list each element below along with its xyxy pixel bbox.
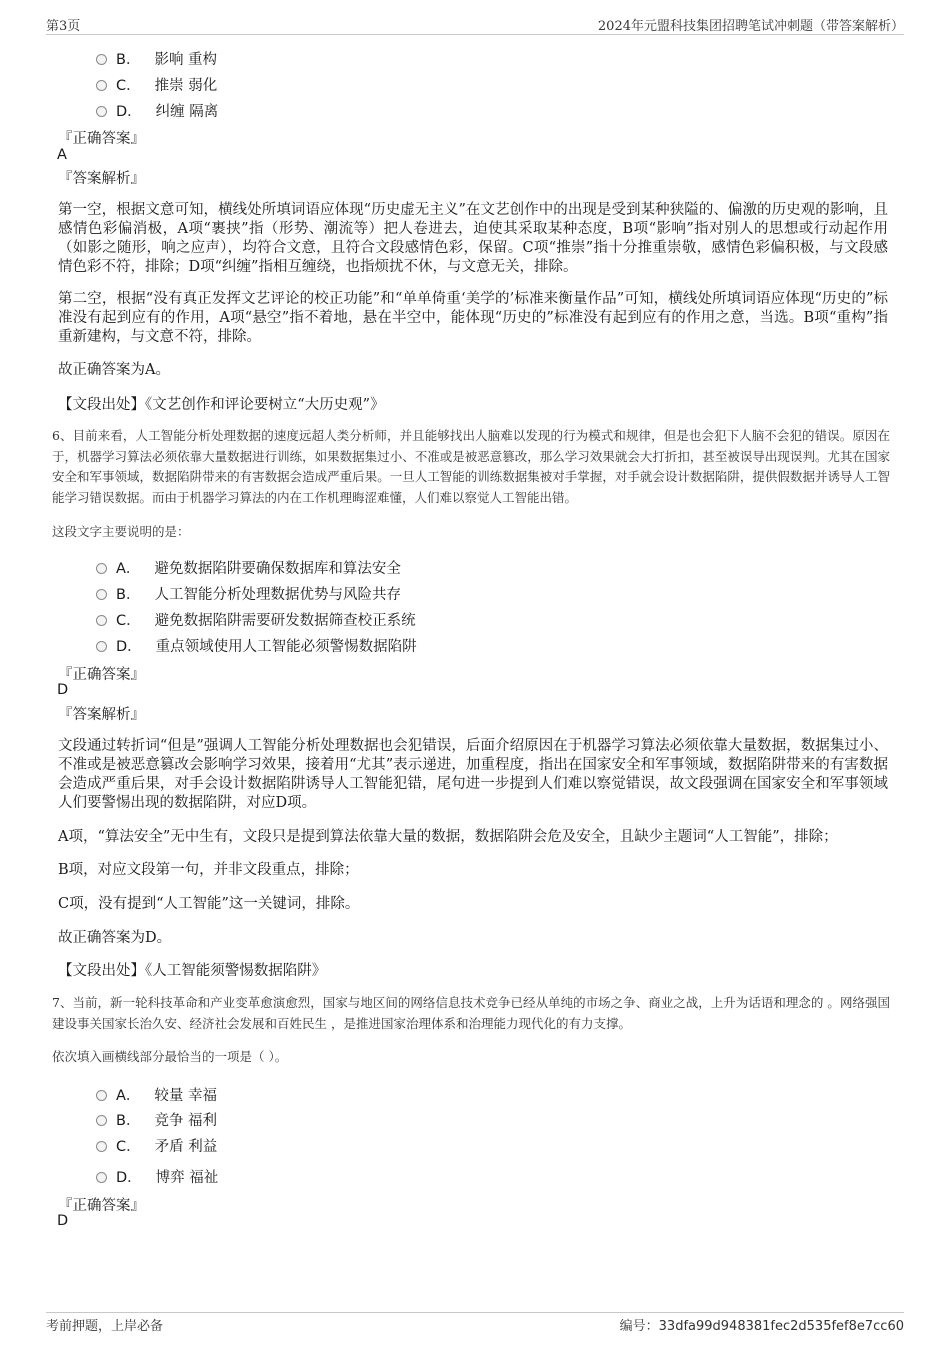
q5-option-b[interactable]: B． 影响 重构 [96,48,217,69]
analysis-paragraph: 文段通过转折词“但是”强调人工智能分析处理数据也会犯错误，后面介绍原因在于机器学习算法必须依靠大量数据，数据集过小、不准或是被恶意篡改会影响学习效果，接着用“尤其”表示递进，加重程度，指出在国家安全和军事领域，数据陷阱带来的有害数据会造成严重后果，对手会设计数据陷阱诱导人工智能犯错，尾句进一步提到人们难以察觉错误，故文段强调在国家安全和军事领域人们要警惕出现的数据陷阱，对应D项。 [58,738,888,811]
q7-option-c[interactable]: C． 矛盾 利益 [96,1135,217,1156]
radio-icon[interactable] [96,563,107,574]
q5-option-d[interactable]: D． 纠缠 隔离 [96,100,218,121]
radio-icon[interactable] [96,615,107,626]
q7-option-a[interactable]: A． 较量 幸福 [96,1084,217,1105]
analysis-note: A项，“算法安全”无中生有，文段只是提到算法依靠大量的数据，数据陷阱会危及安全，且缺少主题词“人工智能”，排除； [58,829,838,845]
source-citation: 【文段出处】《人工智能须警惕数据陷阱》 [58,963,327,979]
radio-icon[interactable] [96,106,107,117]
radio-icon[interactable] [96,641,107,652]
q6-option-a[interactable]: A． 避免数据陷阱要确保数据库和算法安全 [96,557,401,578]
correct-answer-label: 『正确答案』 [58,1198,145,1214]
footer-slogan: 考前押题，上岸必备 [46,1319,164,1334]
analysis-label: 『答案解析』 [58,171,145,187]
analysis-paragraph: 第一空，根据文意可知，横线处所填词语应体现“历史虚无主义”在文艺创作中的出现是受到某种狭隘的、偏激的历史观的影响，且感情色彩偏消极，A项“裹挟”指（形势、潮流等）把人卷进去，迫使其采取某种态度，B项“影响”指对别人的思想或行动起作用（如影之随形，响之应声），均符合文意，且符合文段感情色彩，保留。C项“推崇”指十分推重崇敬，感情色彩偏积极，与文段感情色彩不符，排除；D项“纠缠”指相互缠绕，也指烦扰不休，与文意无关，排除。 [58,202,888,275]
radio-icon[interactable] [96,1172,107,1183]
correct-answer: A [57,147,67,163]
page-number: 第3页 [46,19,81,34]
radio-icon[interactable] [96,589,107,600]
q5-option-c[interactable]: C． 推崇 弱化 [96,74,217,95]
correct-answer: D [57,682,69,698]
q6-option-c[interactable]: C． 避免数据陷阱需要研发数据筛查校正系统 [96,609,416,630]
radio-icon[interactable] [96,80,107,91]
analysis-note: B项，对应文段第一句，并非文段重点，排除； [58,862,359,878]
document-code [620,1315,904,1334]
q6-option-b[interactable]: B． 人工智能分析处理数据优势与风险共存 [96,583,401,604]
question-text: 7、当前，新一轮科技革命和产业变革愈演愈烈，国家与地区间的网络信息技术竞争已经从单纯的市场之争、商业之战，上升为话语和理念的 。网络强国建设事关国家长治久安、经济社会发展和百姓民生 ，是推进国家治理体系和治理能力现代化的有力支撑。 [52,995,890,1031]
code-value: 33dfa99d948381fec2d535fef8e7cc60 [658,1319,904,1334]
page-header [46,14,904,35]
code-label: 编号： [619,1319,659,1334]
conclusion: 故正确答案为A。 [58,362,170,378]
analysis-note: C项，没有提到“人工智能”这一关键词，排除。 [58,896,360,912]
source-citation: 【文段出处】《文艺创作和评论要树立“大历史观”》 [58,397,385,413]
analysis-label: 『答案解析』 [58,707,145,723]
analysis-paragraph: 第二空，根据“没有真正发挥文艺评论的校正功能”和“单单倚重‘美学的’标准来衡量作品”可知，横线处所填词语应体现“历史的”标准没有起到应有的作用，A项“悬空”指不着地，悬在半空中，能体现“历史的”标准没有起到应有的作用之意，当选。B项“重构”指重新建构，与文意不符，排除。 [58,291,888,345]
radio-icon[interactable] [96,1115,107,1126]
radio-icon[interactable] [96,54,107,65]
q7-option-b[interactable]: B． 竞争 福利 [96,1109,217,1130]
correct-answer-label: 『正确答案』 [58,131,145,147]
question-stem: 依次填入画横线部分最恰当的一项是（ ）。 [52,1049,288,1064]
q6-option-d[interactable]: D． 重点领域使用人工智能必须警惕数据陷阱 [96,635,417,656]
document-title: 2024年元盟科技集团招聘笔试冲刺题（带答案解析） [597,19,904,34]
correct-answer-label: 『正确答案』 [58,667,145,683]
question-text: 6、目前来看，人工智能分析处理数据的速度远超人类分析师，并且能够找出人脑难以发现的行为模式和规律，但是也会犯下人脑不会犯的错误。原因在于，机器学习算法必须依靠大量数据进行训练，如果数据集过小、不准或是被恶意篡改，那么学习效果就会大打折扣，甚至被误导出现误判。尤其在国家安全和军事领域，数据陷阱带来的有害数据会造成严重后果。一旦人工智能的训练数据集被对手掌握，对手就会设计数据陷阱，提供假数据并诱导人工智能学习错误数据。而由于机器学习算法的内在工作机理晦涩难懂，人们难以察觉人工智能出错。 [52,428,890,505]
question-stem: 这段文字主要说明的是： [52,524,190,539]
correct-answer: D [57,1213,69,1229]
radio-icon[interactable] [96,1141,107,1152]
conclusion: 故正确答案为D。 [58,930,172,946]
page-footer [46,1312,904,1333]
radio-icon[interactable] [96,1090,107,1101]
q7-option-d[interactable]: D． 博弈 福祉 [96,1166,218,1187]
